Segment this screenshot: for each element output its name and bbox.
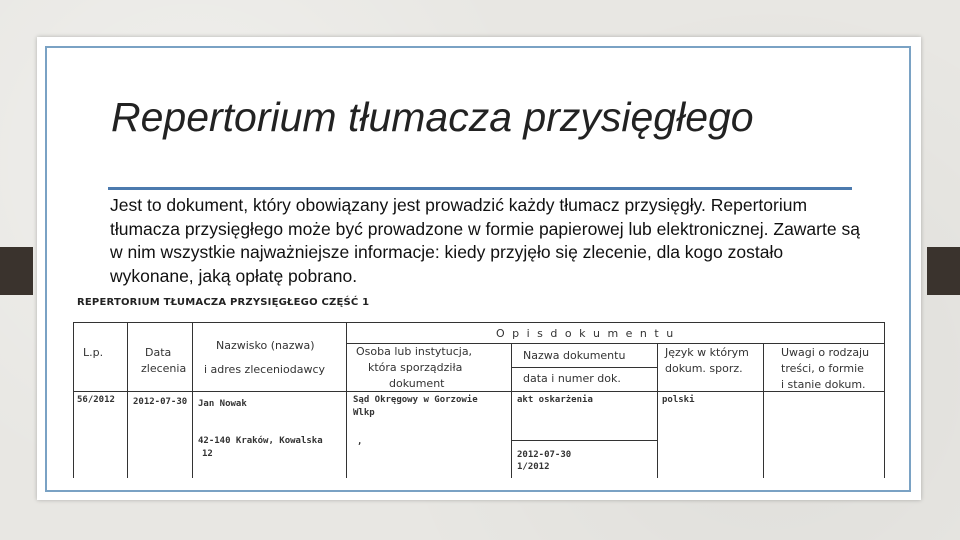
scan-line-row-split bbox=[512, 440, 657, 441]
row-data: 2012-07-30 bbox=[133, 397, 188, 407]
slide-title: Repertorium tłumacza przysięgłego bbox=[111, 94, 754, 140]
scan-line-left bbox=[73, 323, 74, 478]
col-uwagi-1: Uwagi o rodzaju bbox=[781, 346, 870, 359]
col-uwagi-2: treści, o formie bbox=[781, 362, 864, 375]
col-data-2: zlecenia bbox=[141, 362, 187, 375]
left-decoration-tab bbox=[0, 247, 33, 295]
scan-line-col5 bbox=[657, 343, 658, 478]
row-osoba-2: Wlkp bbox=[353, 408, 375, 418]
row-jezyk: polski bbox=[662, 395, 695, 405]
row-lp: 56/2012 bbox=[77, 395, 115, 405]
row-osoba-1: Sąd Okręgowy w Gorzowie bbox=[353, 395, 478, 405]
scan-line-col2 bbox=[192, 323, 193, 478]
right-decoration-tab bbox=[927, 247, 960, 295]
slide-paragraph: Jest to dokument, który obowiązany jest prowadzić każdy tłumacz przysięgły. Repertorium tłumacza przysięgłego może być prowadzone w formie papierowej lub elektronicznej. Zawarte są w nim wszystkie najważniejsze informacje: kiedy przyjęło się zlecenie, dla kogo zostało wykonane, jaką opłatę pobrano. bbox=[110, 195, 860, 286]
col-nazwa-dok: Nazwa dokumentu bbox=[523, 349, 626, 362]
row-name: Jan Nowak bbox=[198, 399, 247, 409]
row-nazwa-dok: akt oskarżenia bbox=[517, 395, 593, 405]
scan-line-top bbox=[73, 322, 885, 323]
scan-header: REPERTORIUM TŁUMACZA PRZYSIĘGŁEGO CZĘŚĆ 1 bbox=[77, 297, 370, 308]
row-doc-number: 1/2012 bbox=[517, 462, 550, 472]
scan-line-right bbox=[884, 323, 885, 478]
col-osoba-1: Osoba lub instytucja, bbox=[356, 345, 473, 358]
col-data-1: Data bbox=[145, 346, 172, 359]
scan-line-col1 bbox=[127, 323, 128, 478]
repertorium-scan-image bbox=[71, 290, 898, 478]
scan-line-col3 bbox=[346, 323, 347, 478]
title-underline bbox=[108, 187, 852, 190]
col-jezyk-1: Język w którym bbox=[665, 346, 749, 359]
row-doc-date: 2012-07-30 bbox=[517, 450, 572, 460]
scan-line-opis bbox=[347, 343, 885, 344]
col-nazwisko-2: i adres zleceniodawcy bbox=[204, 363, 325, 376]
row-osoba-comma: , bbox=[357, 437, 363, 447]
col-uwagi-3: i stanie dokum. bbox=[781, 378, 866, 391]
col-osoba-3: dokument bbox=[389, 377, 445, 390]
row-address-1: 42-140 Kraków, Kowalska bbox=[198, 436, 323, 446]
scan-opis-header: O p i s d o k u m e n t u bbox=[496, 327, 676, 340]
col-jezyk-2: dokum. sporz. bbox=[665, 362, 743, 375]
scan-line-nazwa bbox=[512, 367, 657, 368]
scan-line-col6 bbox=[763, 343, 764, 478]
col-nazwisko-1: Nazwisko (nazwa) bbox=[216, 339, 315, 352]
col-data-numer: data i numer dok. bbox=[523, 372, 621, 385]
col-lp: L.p. bbox=[83, 346, 104, 359]
scan-line-col4 bbox=[511, 343, 512, 478]
col-osoba-2: która sporządziła bbox=[368, 361, 463, 374]
row-address-2: 12 bbox=[202, 449, 213, 459]
